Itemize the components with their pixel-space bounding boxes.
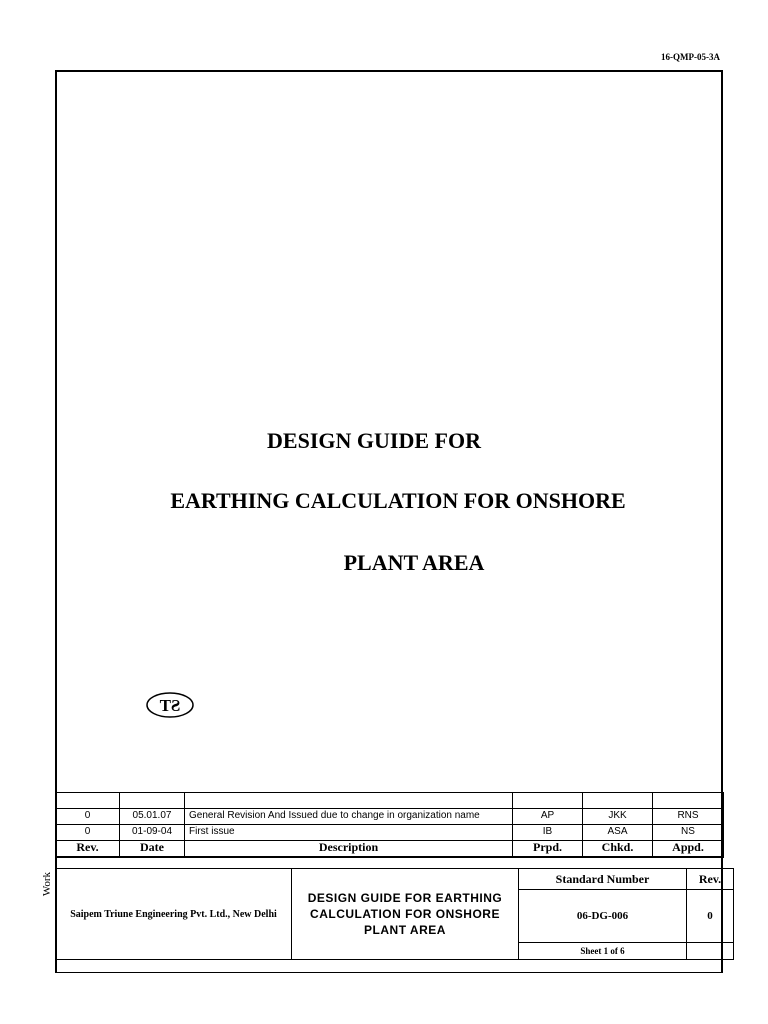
standard-number: 06-DG-006 [519,890,687,943]
sheet-number: Sheet 1 of 6 [519,943,687,960]
doc-code: 16-QMP-05-3A [661,52,720,62]
rev-cell: 0 [56,809,120,825]
rev-cell: 0 [56,825,120,841]
description-cell: First issue [185,825,513,841]
chkd-cell: ASA [583,825,653,841]
description-cell: General Revision And Issued due to change in organization name [185,809,513,825]
prpd-cell: AP [513,809,583,825]
date-header: Date [120,841,185,858]
date-cell: 01-09-04 [120,825,185,841]
prpd-header: Prpd. [513,841,583,858]
revision-table [55,792,724,858]
prpd-cell: IB [513,825,583,841]
revision-row [56,809,724,825]
appd-header: Appd. [653,841,724,858]
company-logo [145,690,195,720]
appd-cell: NS [653,825,724,841]
chkd-header: Chkd. [583,841,653,858]
revision-row [56,825,724,841]
description-header: Description [185,841,513,858]
standard-number-label: Standard Number [519,869,687,890]
title-block-doc-title: DESIGN GUIDE FOR EARTHING CALCULATION FOR ONSHORE PLANT AREA [292,869,519,960]
doc-title-line3: PLANT AREA [343,550,485,575]
rev-label: Rev. [687,869,734,890]
sheet-blank [687,943,734,960]
revision-header-row [56,841,724,858]
revision-row-blank [56,793,724,809]
company-name: Saipem Triune Engineering Pvt. Ltd., New Delhi [56,869,292,960]
logo-text: ST [159,696,181,715]
rev-header: Rev. [56,841,120,858]
chkd-cell: JKK [583,809,653,825]
title-block [55,868,734,960]
doc-title-line2: EARTHING CALCULATION FOR ONSHORE [170,488,626,513]
side-text: Work [41,872,53,897]
rev-value: 0 [687,890,734,943]
date-cell: 05.01.07 [120,809,185,825]
appd-cell: RNS [653,809,724,825]
doc-title-line1: DESIGN GUIDE FOR [267,428,481,453]
